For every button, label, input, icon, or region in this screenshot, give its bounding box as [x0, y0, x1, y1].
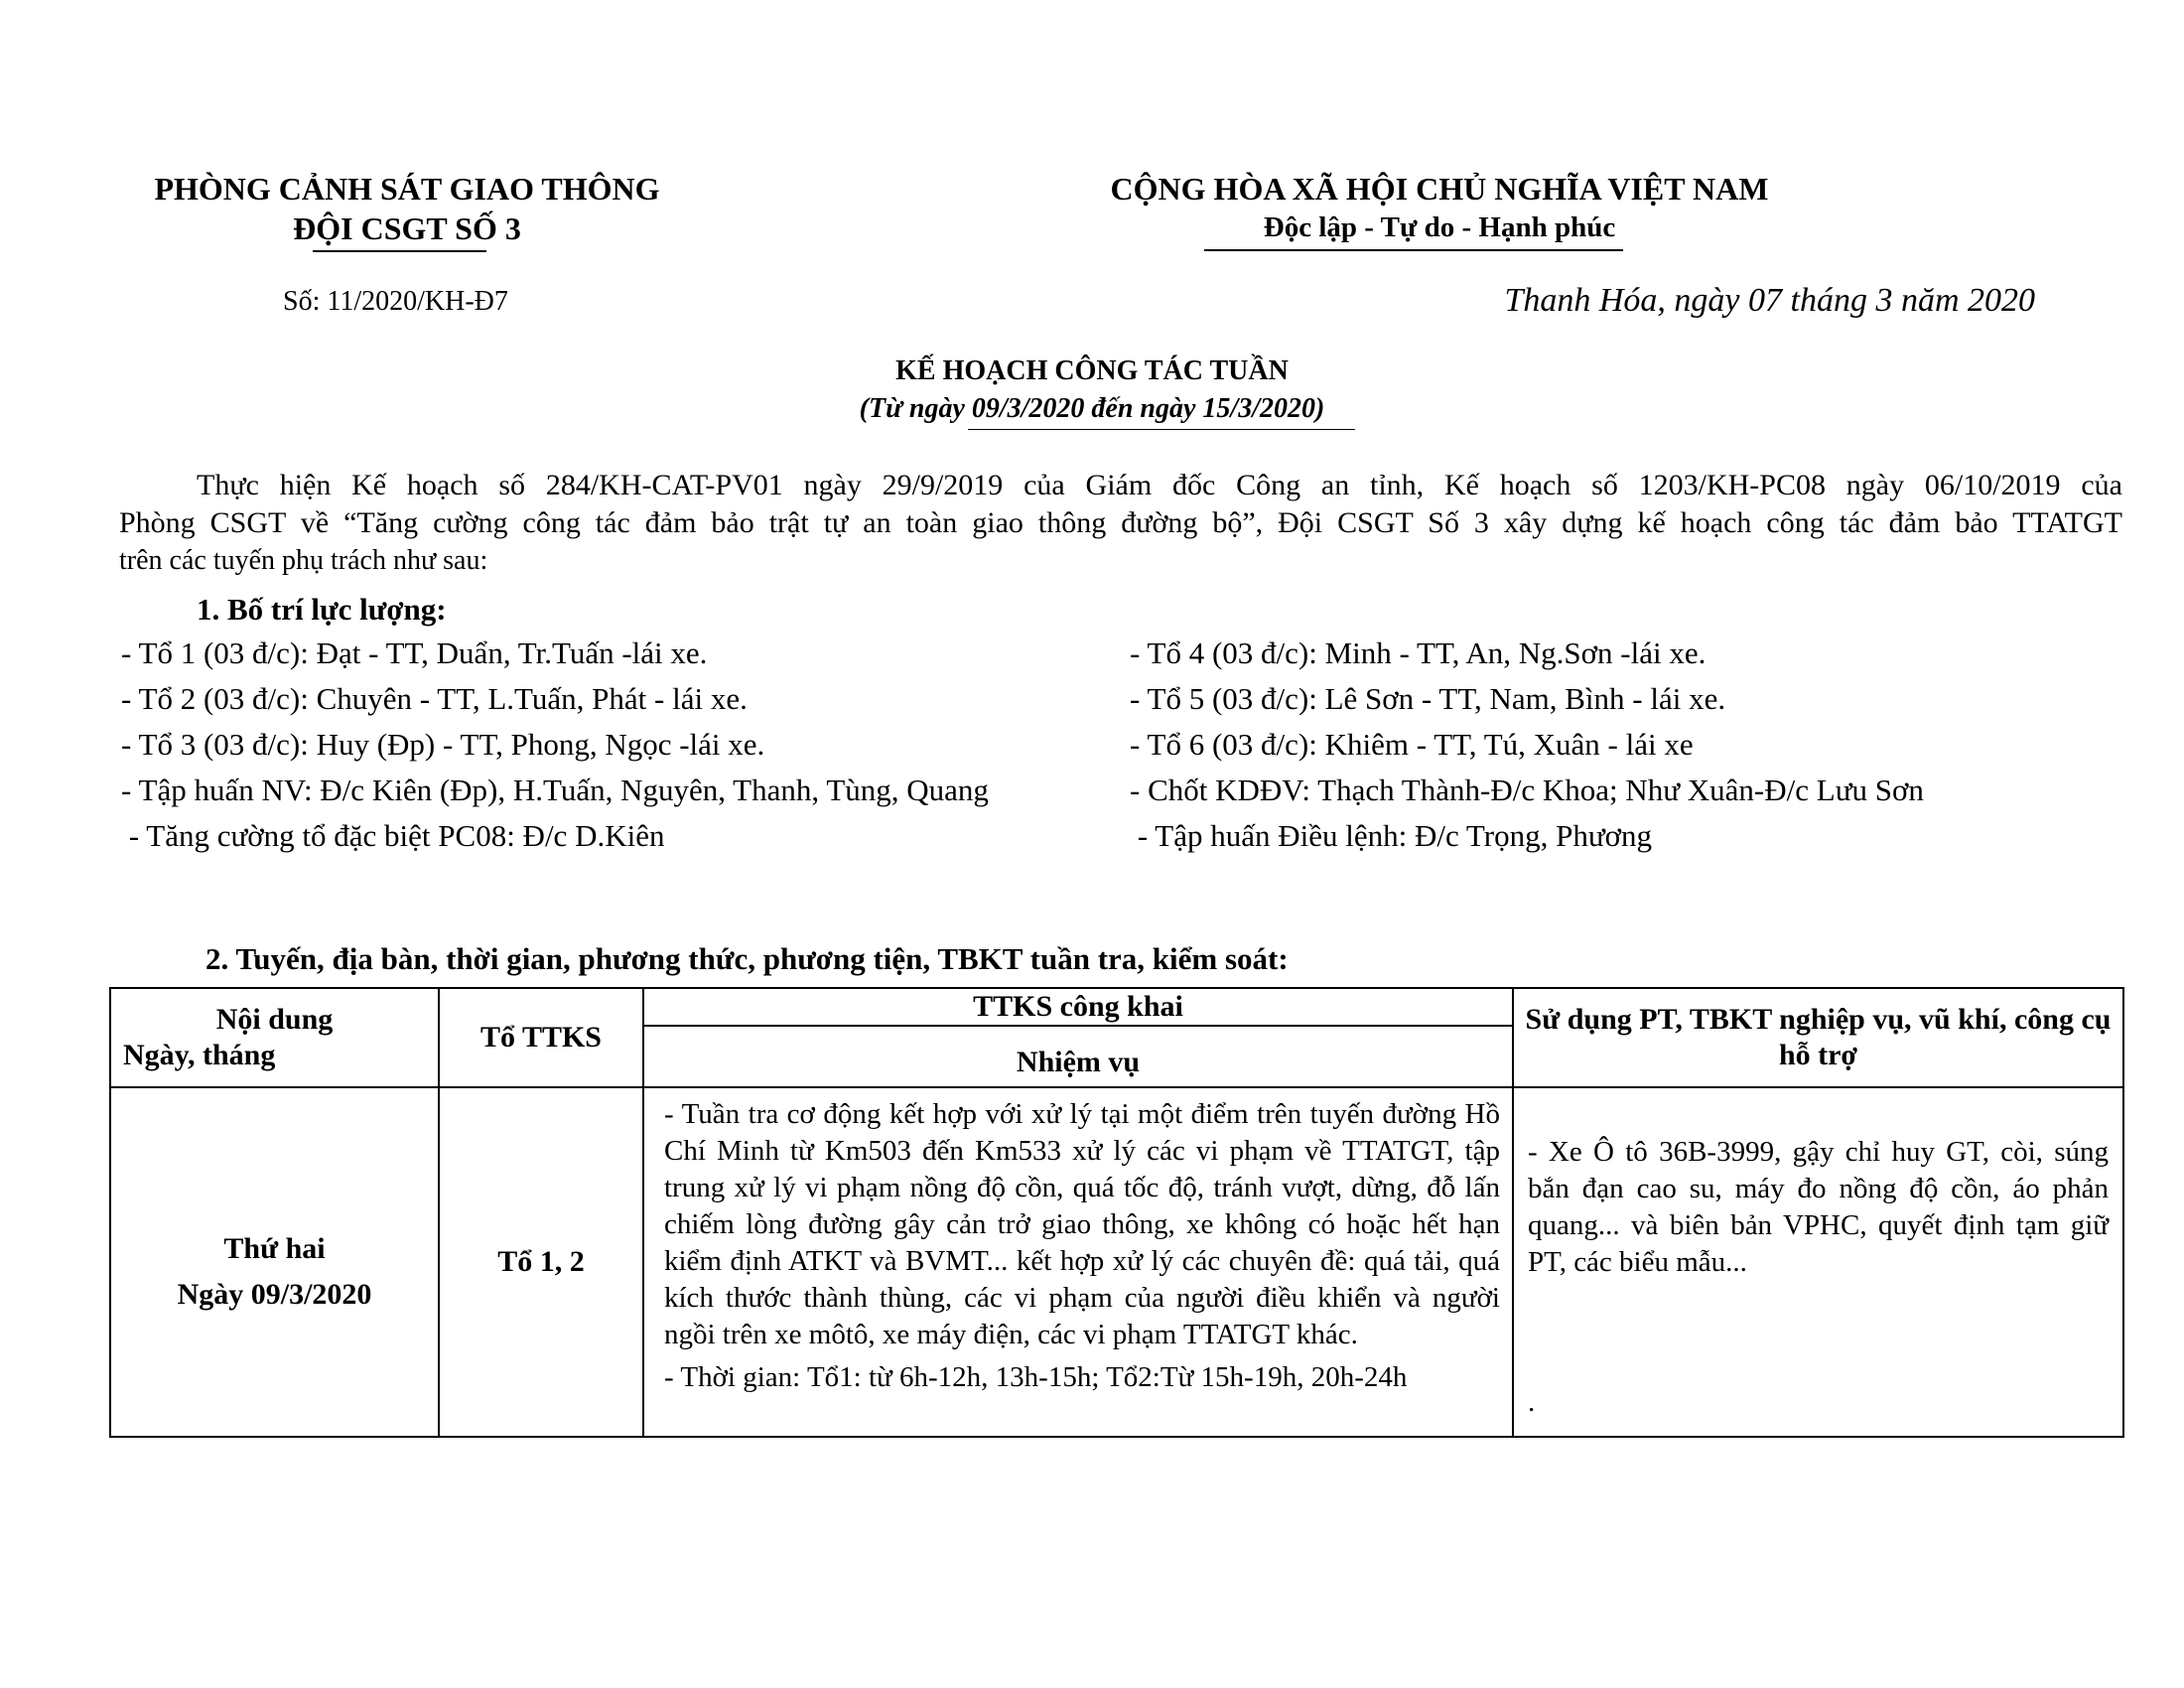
roster-right-item: - Chốt KDĐV: Thạch Thành-Đ/c Khoa; Như Xuân-Đ/c Lưu Sơn [1130, 773, 1924, 807]
nation-title: CỘNG HÒA XÃ HỘI CHỦ NGHĨA VIỆT NAM [1110, 171, 1769, 207]
header-content-label: Nội dung [215, 1003, 334, 1036]
subtitle-underline [968, 429, 1355, 430]
motto-underline [1204, 249, 1623, 251]
header-date-label: Ngày, tháng [123, 1039, 276, 1071]
header-task: Nhiệm vụ [643, 1026, 1513, 1087]
roster-left-item: - Tăng cường tổ đặc biệt PC08: Đ/c D.Kiên [121, 818, 665, 853]
doc-number: Số: 11/2020/KH-Đ7 [283, 286, 508, 317]
row-team: Tổ 1, 2 [439, 1087, 643, 1437]
row-task-cell [643, 1087, 1513, 1437]
roster-right [1130, 631, 1924, 859]
doc-title: KẾ HOẠCH CÔNG TÁC TUẦN [895, 355, 1289, 386]
roster-left-item: - Tổ 3 (03 đ/c): Huy (Đp) - TT, Phong, Ngọc -lái xe. [121, 727, 765, 762]
header-team: Tổ TTKS [439, 988, 643, 1087]
roster-left-item: - Tổ 2 (03 đ/c): Chuyên - TT, L.Tuấn, Phát - lái xe. [121, 681, 748, 716]
table-header-row [110, 988, 2123, 1026]
intro-paragraph [119, 467, 2122, 580]
roster-right-item: - Tổ 6 (03 đ/c): Khiêm - TT, Tú, Xuân - lái xe [1130, 727, 1694, 762]
roster-left-item: - Tổ 1 (03 đ/c): Đạt - TT, Duẩn, Tr.Tuấn -lái xe. [121, 635, 708, 670]
section1-heading: 1. Bố trí lực lượng: [197, 592, 447, 627]
table-row [110, 1087, 2123, 1437]
motto: Độc lập - Tự do - Hạnh phúc [1263, 211, 1616, 243]
unit-name: ĐỘI CSGT SỐ 3 [293, 211, 521, 246]
row-date: Ngày 09/3/2020 [177, 1278, 372, 1311]
plan-table [109, 987, 2124, 1438]
roster-left [121, 631, 989, 859]
header-content-date [110, 988, 439, 1087]
doc-subtitle: (Từ ngày 09/3/2020 đến ngày 15/3/2020) [859, 393, 1325, 424]
row-time: - Thời gian: Tổ1: từ 6h-12h, 13h-15h; Tổ2:Từ 15h-19h, 20h-24h [664, 1361, 1408, 1393]
intro-line-2: Phòng CSGT về “Tăng cường công tác đảm bảo trật tự an toàn giao thông đường bộ”, Đội CSGT Số 3 xây dựng kế hoạch công tác đảm bảo TTATGT [119, 506, 2122, 539]
roster-right-item: - Tổ 5 (03 đ/c): Lê Sơn - TT, Nam, Bình - lái xe. [1130, 681, 1726, 716]
row-task: - Tuần tra cơ động kết hợp với xử lý tại một điểm trên tuyến đường Hồ Chí Minh từ Km503 đến Km533 xử lý các vi phạm về TTATGT, tập trung xử lý vi phạm nồng độ cồn, quá tốc độ, tránh vượt, dừng, đỗ lấn chiếm lòng đường gây cản trở giao thông, xe không có hoặc hết hạn kiểm định ATKT và BVMT... kết hợp xử lý các chuyên đề: quá tải, quá kích thước thành thùng, các vi phạm của người điều khiển và người ngồi trên xe môtô, xe máy điện, các vi phạm TTATGT khác. [664, 1098, 1500, 1350]
header-public-patrol: TTKS công khai [643, 988, 1513, 1026]
place-date: Thanh Hóa, ngày 07 tháng 3 năm 2020 [1504, 282, 2035, 319]
intro-line-3: trên các tuyến phụ trách như sau: [119, 545, 488, 576]
header-equipment: Sử dụng PT, TBKT nghiệp vụ, vũ khí, công cụ hỗ trợ [1513, 988, 2123, 1087]
org-name: PHÒNG CẢNH SÁT GIAO THÔNG [154, 171, 660, 207]
section2-heading: 2. Tuyến, địa bàn, thời gian, phương thức, phương tiện, TBKT tuần tra, kiểm soát: [205, 941, 1289, 976]
row-equipment-note: . [1528, 1386, 1536, 1418]
roster-right-item: - Tập huấn Điều lệnh: Đ/c Trọng, Phương [1130, 818, 1653, 853]
row-date-cell [110, 1087, 439, 1437]
intro-line-1: Thực hiện Kế hoạch số 284/KH-CAT-PV01 ngày 29/9/2019 của Giám đốc Công an tỉnh, Kế hoạch số 1203/KH-PC08 ngày 06/10/2019 của [197, 469, 2122, 501]
row-equipment: - Xe Ô tô 36B-3999, gậy chỉ huy GT, còi, súng bắn đạn cao su, máy đo nồng độ cồn, áo phản quang... và biên bản VPHC, quyết định tạm giữ PT, các biểu mẫu... [1528, 1136, 2109, 1278]
roster-left-item: - Tập huấn NV: Đ/c Kiên (Đp), H.Tuấn, Nguyên, Thanh, Tùng, Quang [121, 773, 989, 807]
unit-underline [313, 250, 486, 252]
roster-right-item: - Tổ 4 (03 đ/c): Minh - TT, An, Ng.Sơn -lái xe. [1130, 635, 1706, 670]
row-equipment-cell [1513, 1087, 2123, 1437]
row-day: Thứ hai [223, 1232, 326, 1265]
